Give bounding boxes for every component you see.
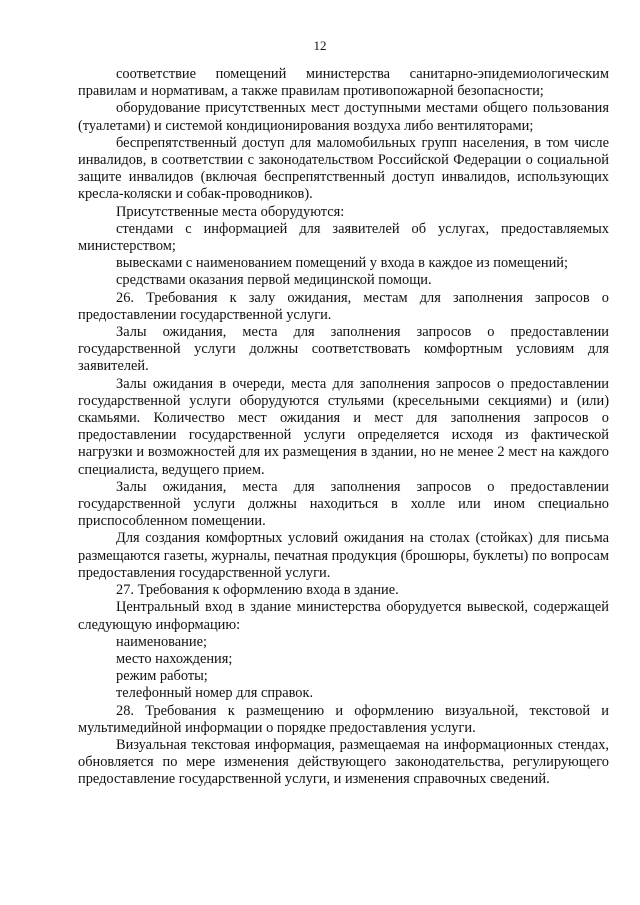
paragraph: соответствие помещений министерства санитарно-эпидемиологическим правилам и нормативам, а также правилам противопожарной безопасности; — [78, 66, 609, 100]
document-body — [78, 66, 609, 789]
section-heading-27: 27. Требования к оформлению входа в здание. — [116, 582, 399, 599]
paragraph: вывесками с наименованием помещений у входа в каждое из помещений; — [116, 255, 568, 272]
paragraph: Присутственные места оборудуются: — [116, 203, 345, 220]
paragraph: Залы ожидания в очереди, места для заполнения запросов о предоставлении государственной услуги оборудуются стульями (кресельными секциями) и (или) скамьями. Количество мест ожидания и мест для заполнения запросов о предоставлении государственной услуги определяется исходя из фактической нагрузки и возможностей для их размещения в здании, но не менее 2 мест на каждого специалиста, ведущего прием. — [78, 375, 609, 478]
list-item: режим работы; — [116, 668, 208, 685]
list-item: место нахождения; — [116, 650, 233, 667]
section-heading-26: 26. Требования к залу ожидания, местам для заполнения запросов о предоставлении государственной услуги. — [78, 289, 609, 323]
list-item: наименование; — [116, 633, 207, 650]
list-item: телефонный номер для справок. — [116, 685, 314, 702]
paragraph: беспрепятственный доступ для маломобильных групп населения, в том числе инвалидов, в соответствии с законодательством Российской Федерации о социальной защите инвалидов (включая беспрепятственный доступ инвалидов, использующих кресла-коляски и собак-проводников). — [78, 134, 609, 203]
paragraph: Визуальная текстовая информация, размещаемая на информационных стендах, обновляется по мере изменения действующего законодательства, регулирующего предоставление государственной услуги, и изменения справочных сведений. — [78, 736, 609, 788]
paragraph: Залы ожидания, места для заполнения запросов о предоставлении государственной услуги должны находиться в холле или ином специально приспособленном помещении. — [78, 478, 609, 530]
paragraph: Залы ожидания, места для заполнения запросов о предоставлении государственной услуги должны соответствовать комфортным условиям для заявителей. — [78, 324, 609, 375]
page-number: 12 — [313, 38, 327, 53]
section-heading-28: 28. Требования к размещению и оформлению визуальной, текстовой и мультимедийной информации о порядке предоставления услуги. — [78, 702, 609, 736]
paragraph: оборудование присутственных мест доступными местами общего пользования (туалетами) и системой кондиционирования воздуха либо вентиляторами; — [78, 100, 609, 134]
paragraph: стендами с информацией для заявителей об услугах, предоставляемых министерством; — [78, 220, 609, 255]
paragraph: Для создания комфортных условий ожидания на столах (стойках) для письма размещаются газеты, журналы, печатная продукция (брошюры, буклеты) по вопросам предоставления государственной услуги. — [78, 530, 609, 581]
paragraph: Центральный вход в здание министерства оборудуется вывеской, содержащей следующую информацию: — [78, 599, 609, 633]
paragraph: средствами оказания первой медицинской помощи. — [116, 272, 432, 289]
